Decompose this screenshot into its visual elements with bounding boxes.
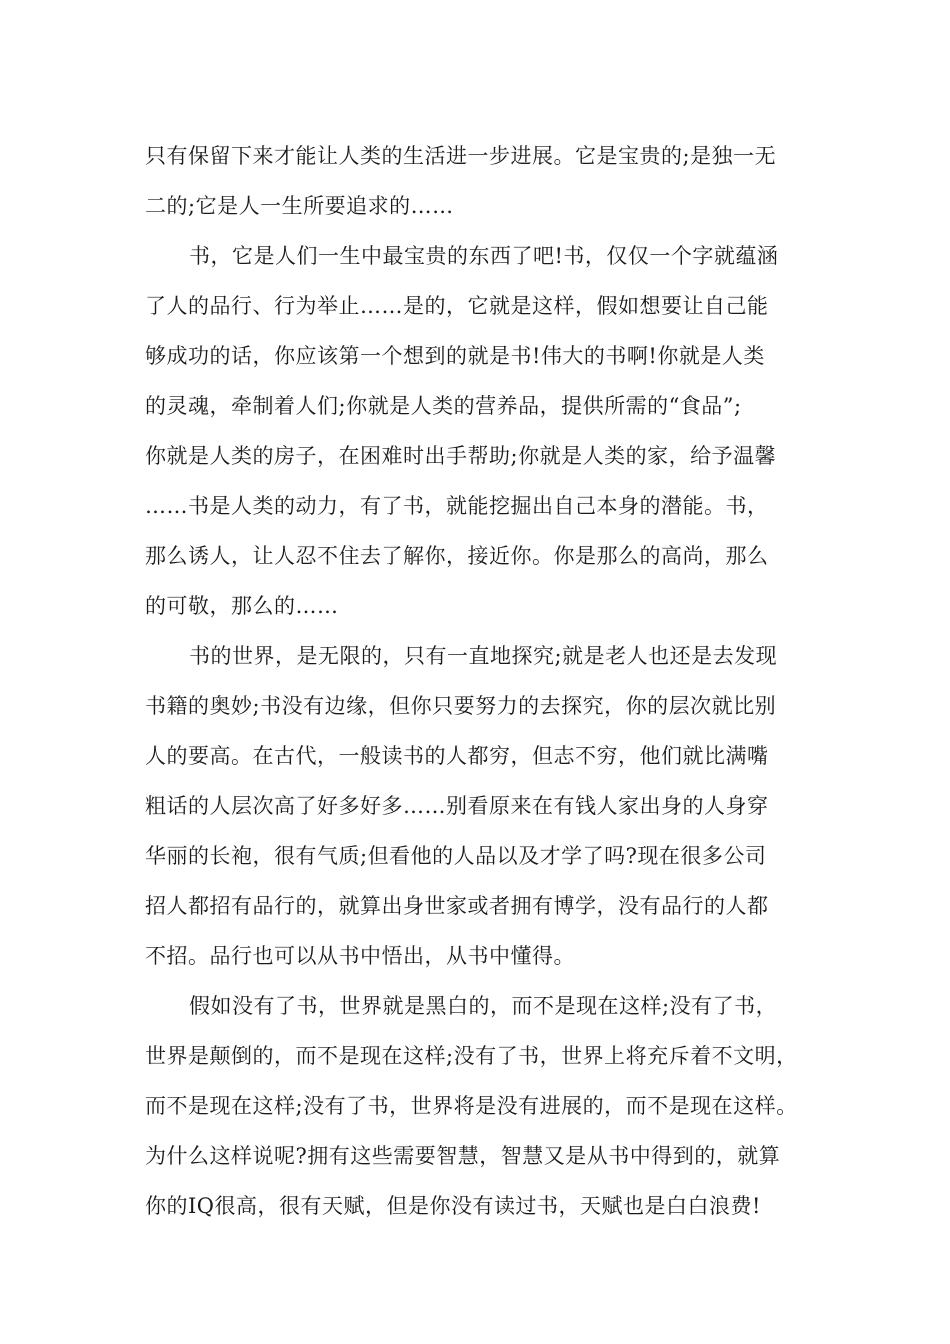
text-line: 只有保留下来才能让人类的生活进一步进展。它是宝贵的;是独一无 xyxy=(145,144,777,168)
text-line: 人的要高。在古代，一般读书的人都穷，但志不穷，他们就比满嘴 xyxy=(145,744,769,768)
text-line: 假如没有了书，世界就是黑白的，而不是现在这样;没有了书， xyxy=(189,994,778,1018)
text-line: 的可敬，那么的…… xyxy=(145,594,339,618)
text-line: 书，它是人们一生中最宝贵的东西了吧!书，仅仅一个字就蕴涵 xyxy=(189,244,779,268)
text-line: 二的;它是人一生所要追求的…… xyxy=(145,194,454,218)
text-line: 世界是颠倒的，而不是现在这样;没有了书，世界上将充斥着不文明， xyxy=(145,1044,798,1068)
paragraph-3 xyxy=(145,631,835,981)
document-body xyxy=(145,131,835,1231)
text-line: 招人都招有品行的，就算出身世家或者拥有博学，没有品行的人都 xyxy=(145,894,769,918)
text-line: 不招。品行也可以从书中悟出，从书中懂得。 xyxy=(145,944,575,968)
text-line: 华丽的长袍，很有气质;但看他的人品以及才学了吗?现在很多公司 xyxy=(145,844,767,868)
paragraph-2 xyxy=(145,231,835,631)
text-line: 而不是现在这样;没有了书，世界将是没有进展的，而不是现在这样。 xyxy=(145,1094,798,1118)
text-line: 书籍的奥妙;书没有边缘，但你只要努力的去探究，你的层次就比别 xyxy=(145,694,777,718)
text-line: 你就是人类的房子，在困难时出手帮助;你就是人类的家，给予温馨 xyxy=(145,444,777,468)
text-line: 你的IQ很高，很有天赋，但是你没有读过书，天赋也是白白浪费! xyxy=(145,1194,761,1218)
text-line: 的灵魂，牵制着人们;你就是人类的营养品，提供所需的“食品”; xyxy=(145,394,742,418)
paragraph-1 xyxy=(145,131,835,231)
text-line: 为什么这样说呢?拥有这些需要智慧，智慧又是从书中得到的，就算 xyxy=(145,1144,781,1168)
text-line: 那么诱人，让人忍不住去了解你，接近你。你是那么的高尚，那么 xyxy=(145,544,769,568)
text-line: 书的世界，是无限的，只有一直地探究;就是老人也还是去发现 xyxy=(189,644,778,668)
text-line: ……书是人类的动力，有了书，就能挖掘出自己本身的潜能。书， xyxy=(145,494,769,518)
text-line: 了人的品行、行为举止……是的，它就是这样，假如想要让自己能 xyxy=(145,294,769,318)
paragraph-4 xyxy=(145,981,835,1231)
text-line: 够成功的话，你应该第一个想到的就是书!伟大的书啊!你就是人类 xyxy=(145,344,765,368)
text-line: 粗话的人层次高了好多好多……别看原来在有钱人家出身的人身穿 xyxy=(145,794,769,818)
